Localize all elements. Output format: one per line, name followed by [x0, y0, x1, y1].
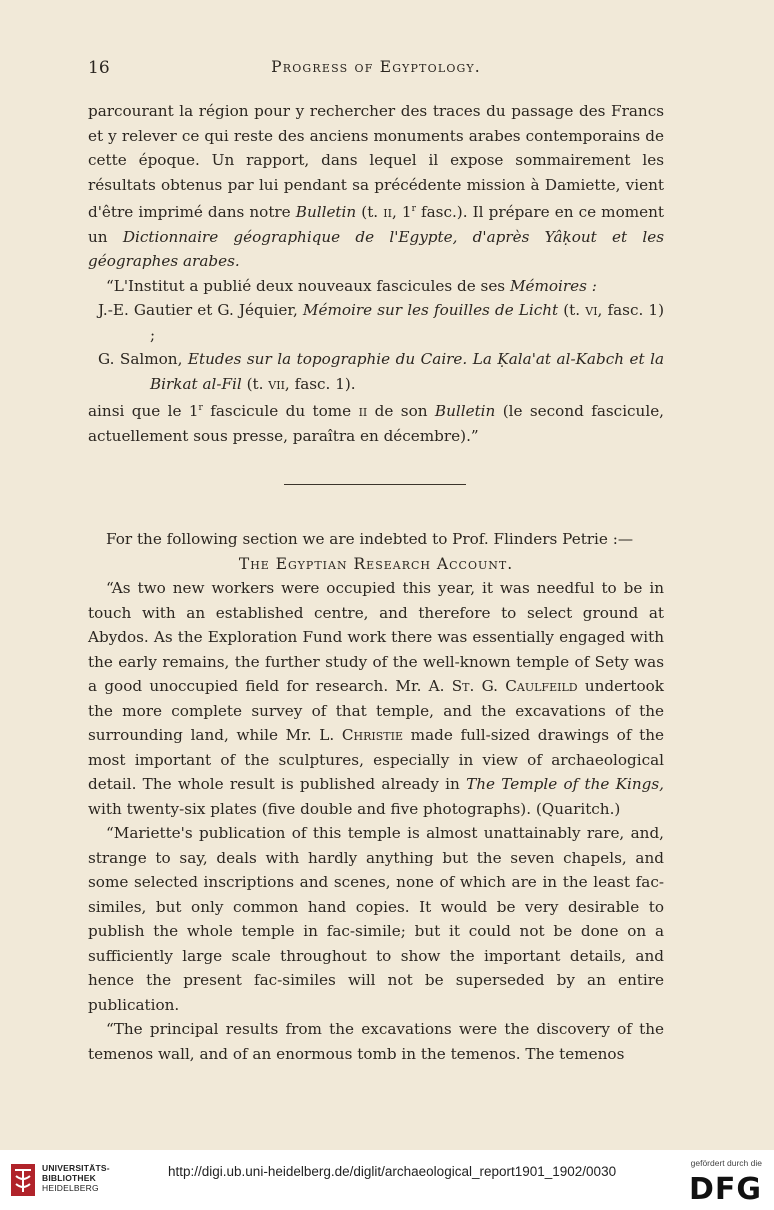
dfg-logo: DFG: [688, 1172, 762, 1207]
paragraph: parcourant la région pour y rechercher des traces du passage des Francs et y relever ce qui reste des anciens monuments arabes contemporains de cette époque. Un rapport, dans lequel il expose sommairement les résultats obtenus par lui pendant sa précédente mission à Damiette, vient d'être imprimé dans notre Bulletin (t. ii, 1$^r$ fasc.). Il prépare en ce moment un Dictionnaire géographique de l'Egypte, d'après Yâḳout et les géographes arabes.: [88, 102, 664, 271]
paragraph: ainsi que le 1$^r$ fascicule du tome ii de son Bulletin (le second fascicule, actuellement sous presse, paraîtra en décembre).”: [88, 402, 665, 445]
reference-item: J.-E. Gautier et G. Jéquier, Mémoire sur les fouilles de Licht (t. vi, fasc. 1) ;: [98, 301, 665, 344]
paragraph: “Mariette's publication of this temple is almost unattainably rare, and, strange to say, deals with hardly anything but the seven chapels, and some selected inscriptions and scenes, none of which are in the least fac-similes, but only common hand copies. It would be very desirable to publish the whole temple in fac-simile; but it could not be done on a sufficiently large scale throughout to show the important details, and hence the present fac-similes will not be superseded by an entire publication.: [88, 824, 664, 1014]
permalink-url[interactable]: http://digi.ub.uni-heidelberg.de/diglit/archaeological_report1901_1902/0030: [168, 1164, 617, 1179]
funding-note: gefördert durch die: [690, 1158, 762, 1168]
running-title: Progress of Egyptology.: [271, 58, 481, 76]
intro-line: For the following section we are indebted to Prof. Flinders Petrie :—: [106, 530, 634, 548]
university-library-name: UNIVERSITÄTS- BIBLIOTHEK HEIDELBERG: [42, 1163, 110, 1193]
paragraph: “As two new workers were occupied this year, it was needful to be in touch with an established centre, and therefore to select ground at Abydos. As the Exploration Fund work there was essentially engaged with the early remains, the further study of the well-known temple of Sety was a good unoccupied field for research. Mr. A. St. G. Caulfeild undertook the more complete survey of that temple, and the excavations of the surrounding land, while Mr. L. Christie made full-sized drawings of the most important of the sculptures, especially in view of archaeological detail. The whole result is published already in The Temple of the Kings, with twenty-six plates (five double and five photographs). (Quaritch.): [88, 579, 664, 818]
page-number: 16: [88, 58, 110, 78]
paragraph: “L'Institut a publié deux nouveaux fascicules de ses Mémoires :: [106, 276, 597, 295]
university-library-logo-icon: [10, 1162, 36, 1198]
digitization-footer: [0, 1150, 774, 1210]
reference-item: G. Salmon, Etudes sur la topographie du Caire. La Ḳala'at al-Kabch et la Birkat al-Fil (t. vii, fasc. 1).: [98, 350, 665, 393]
paragraph: “The principal results from the excavations were the discovery of the temenos wall, and of an enormous tomb in the temenos. The temenos: [88, 1020, 664, 1063]
section-heading: The Egyptian Research Account.: [238, 554, 514, 573]
research-account-block: [88, 527, 664, 1066]
section-divider: [284, 484, 466, 485]
french-quotation-block: [88, 99, 664, 448]
page-header: [88, 58, 664, 82]
